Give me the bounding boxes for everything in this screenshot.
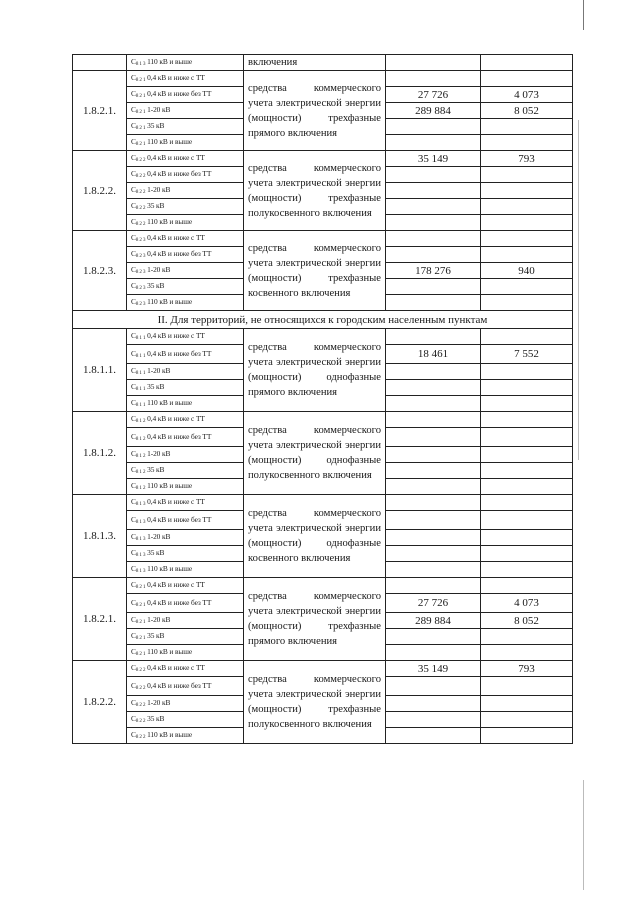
value-cell (386, 279, 481, 295)
value-cell (481, 412, 573, 428)
tariff-subscript: 8 1 2 (135, 419, 146, 425)
tariff-subscript: 8 2 2 (135, 685, 146, 691)
tariff-subscript: 8 2 3 (135, 254, 146, 260)
value-cell (481, 629, 573, 645)
value-cell (386, 712, 481, 728)
value-cell (481, 562, 573, 578)
tariff-symbol: C (131, 331, 136, 341)
item-number: 1.8.1.2. (73, 412, 127, 495)
item-number: 1.8.2.3. (73, 231, 127, 311)
value-cell (481, 728, 573, 744)
tariff-cell (127, 546, 244, 562)
description-cell: средства коммерческого учета электрической энергии (мощности) трехфазные косвенного включения (244, 231, 386, 311)
tariff-cell (127, 87, 244, 103)
value-cell (481, 396, 573, 412)
tariff-subscript: 8 2 2 (135, 158, 146, 164)
tariff-symbol: C (131, 631, 136, 641)
tariff-cell (127, 428, 244, 447)
value-cell: 4 073 (481, 594, 573, 613)
value-cell (481, 696, 573, 712)
tariff-symbol: C (131, 297, 136, 307)
tariff-symbol: C (131, 217, 136, 227)
tariff-subscript: 8 2 1 (135, 126, 146, 132)
tariff-subscript: 8 1 1 (135, 387, 146, 393)
value-cell: 793 (481, 151, 573, 167)
value-cell (481, 712, 573, 728)
tariff-subscript: 8 2 2 (135, 222, 146, 228)
tariff-subscript: 8 2 3 (135, 270, 146, 276)
tariff-cell (127, 55, 244, 71)
tariff-table-body (73, 55, 573, 744)
tariff-subscript: 8 2 2 (135, 735, 146, 741)
tariff-subscript: 8 2 1 (135, 602, 146, 608)
value-cell: 27 726 (386, 594, 481, 613)
tariff-cell (127, 247, 244, 263)
tariff-symbol: C (131, 580, 136, 590)
value-cell: 18 461 (386, 345, 481, 364)
tariff-symbol: C (131, 153, 136, 163)
value-cell (386, 380, 481, 396)
value-cell (481, 495, 573, 511)
item-number: 1.8.2.1. (73, 71, 127, 151)
tariff-cell (127, 364, 244, 380)
value-cell: 4 073 (481, 87, 573, 103)
tariff-subscript: 8 2 3 (135, 286, 146, 292)
value-cell (386, 463, 481, 479)
tariff-cell (127, 183, 244, 199)
tariff-cell (127, 613, 244, 629)
table-row (73, 151, 573, 167)
value-cell (386, 231, 481, 247)
value-cell (481, 71, 573, 87)
value-cell (481, 645, 573, 661)
tariff-symbol: C (131, 481, 136, 491)
description-cell: средства коммерческого учета электрической энергии (мощности) трехфазные прямого включения (244, 578, 386, 661)
value-cell (481, 479, 573, 495)
value-cell (481, 247, 573, 263)
tariff-cell (127, 279, 244, 295)
tariff-subscript: 8 2 1 (135, 110, 146, 116)
value-cell (386, 247, 481, 263)
value-cell: 289 884 (386, 613, 481, 629)
tariff-label: 35 кВ (147, 548, 165, 558)
table-row (73, 231, 573, 247)
tariff-label: 35 кВ (147, 631, 165, 641)
tariff-label: 1-20 кВ (147, 449, 171, 459)
tariff-subscript: 8 2 2 (135, 190, 146, 196)
value-cell (481, 364, 573, 380)
tariff-subscript: 8 1 2 (135, 470, 146, 476)
tariff-label: 35 кВ (147, 714, 165, 724)
tariff-cell (127, 495, 244, 511)
value-cell (386, 578, 481, 594)
value-cell: 940 (481, 263, 573, 279)
tariff-cell (127, 712, 244, 728)
tariff-label: 0,4 кВ и ниже без ТТ (147, 431, 212, 441)
value-cell (481, 677, 573, 696)
tariff-cell (127, 71, 244, 87)
tariff-subscript: 8 1 2 (135, 454, 146, 460)
value-cell (481, 463, 573, 479)
tariff-table (72, 54, 573, 744)
tariff-symbol: C (131, 265, 136, 275)
value-cell (481, 231, 573, 247)
description-cell: средства коммерческого учета электрической энергии (мощности) однофазные прямого включения (244, 329, 386, 412)
tariff-symbol: C (131, 730, 136, 740)
tariff-label: 1-20 кВ (147, 366, 171, 376)
value-cell (481, 135, 573, 151)
tariff-label: 0,4 кВ и ниже без ТТ (147, 514, 212, 524)
value-cell: 35 149 (386, 661, 481, 677)
value-cell (386, 495, 481, 511)
item-number: 1.8.1.3. (73, 495, 127, 578)
value-cell (386, 55, 481, 71)
tariff-cell (127, 696, 244, 712)
tariff-symbol: C (131, 121, 136, 131)
tariff-label: 110 кВ и выше (147, 481, 193, 491)
table-row (73, 578, 573, 594)
value-cell (386, 447, 481, 463)
tariff-subscript: 8 2 3 (135, 302, 146, 308)
tariff-subscript: 8 1 3 (135, 502, 146, 508)
value-cell (481, 55, 573, 71)
tariff-subscript: 8 1 2 (135, 436, 146, 442)
tariff-subscript: 8 1 3 (135, 569, 146, 575)
value-cell (481, 511, 573, 530)
item-number: 1.8.2.2. (73, 151, 127, 231)
tariff-label: 110 кВ и выше (147, 730, 193, 740)
value-cell (386, 412, 481, 428)
tariff-symbol: C (131, 597, 136, 607)
tariff-symbol: C (131, 105, 136, 115)
tariff-cell (127, 295, 244, 311)
value-cell (481, 447, 573, 463)
tariff-subscript: 8 1 2 (135, 486, 146, 492)
table-row (73, 329, 573, 345)
tariff-cell (127, 103, 244, 119)
tariff-subscript: 8 2 2 (135, 174, 146, 180)
value-cell (481, 199, 573, 215)
tariff-label: 110 кВ и выше (147, 297, 193, 307)
tariff-label: 0,4 кВ и ниже с ТТ (147, 663, 205, 673)
tariff-symbol: C (131, 714, 136, 724)
description-cell: средства коммерческого учета электрической энергии (мощности) трехфазные полукосвенного включения (244, 661, 386, 744)
tariff-label: 0,4 кВ и ниже с ТТ (147, 153, 205, 163)
value-cell (386, 183, 481, 199)
value-cell: 289 884 (386, 103, 481, 119)
value-cell (386, 167, 481, 183)
value-cell (386, 530, 481, 546)
tariff-cell (127, 231, 244, 247)
tariff-cell (127, 151, 244, 167)
tariff-label: 0,4 кВ и ниже без ТТ (147, 89, 212, 99)
tariff-symbol: C (131, 698, 136, 708)
tariff-subscript: 8 2 1 (135, 142, 146, 148)
table-row (73, 55, 573, 71)
value-cell (386, 364, 481, 380)
tariff-symbol: C (131, 663, 136, 673)
tariff-symbol: C (131, 465, 136, 475)
tariff-label: 0,4 кВ и ниже с ТТ (147, 580, 205, 590)
value-cell: 27 726 (386, 87, 481, 103)
description-cell: средства коммерческого учета электрической энергии (мощности) однофазные косвенного включения (244, 495, 386, 578)
tariff-subscript: 8 1 3 (135, 537, 146, 543)
tariff-cell (127, 677, 244, 696)
description-cell: средства коммерческого учета электрической энергии (мощности) трехфазные прямого включения (244, 71, 386, 151)
value-cell (386, 511, 481, 530)
tariff-symbol: C (131, 89, 136, 99)
tariff-symbol: C (131, 615, 136, 625)
tariff-cell (127, 645, 244, 661)
tariff-cell (127, 119, 244, 135)
tariff-label: 110 кВ и выше (147, 137, 193, 147)
tariff-subscript: 8 1 3 (135, 62, 146, 68)
value-cell: 178 276 (386, 263, 481, 279)
tariff-subscript: 8 2 3 (135, 238, 146, 244)
tariff-symbol: C (131, 497, 136, 507)
tariff-label: 0,4 кВ и ниже без ТТ (147, 169, 212, 179)
tariff-subscript: 8 2 2 (135, 668, 146, 674)
tariff-symbol: C (131, 398, 136, 408)
item-number: 1.8.2.1. (73, 578, 127, 661)
value-cell (481, 119, 573, 135)
table-row (73, 412, 573, 428)
value-cell (386, 396, 481, 412)
tariff-symbol: C (131, 137, 136, 147)
value-cell (386, 696, 481, 712)
tariff-label: 0,4 кВ и ниже с ТТ (147, 497, 205, 507)
tariff-symbol: C (131, 532, 136, 542)
tariff-cell (127, 661, 244, 677)
tariff-cell (127, 167, 244, 183)
description-cell: средства коммерческого учета электрической энергии (мощности) трехфазные полукосвенного включения (244, 151, 386, 231)
tariff-label: 110 кВ и выше (147, 564, 193, 574)
tariff-subscript: 8 2 2 (135, 206, 146, 212)
tariff-symbol: C (131, 647, 136, 657)
tariff-label: 35 кВ (147, 281, 165, 291)
tariff-cell (127, 562, 244, 578)
description-cell: средства коммерческого учета электрической энергии (мощности) однофазные полукосвенного включения (244, 412, 386, 495)
tariff-cell (127, 345, 244, 364)
value-cell (481, 428, 573, 447)
value-cell (481, 578, 573, 594)
tariff-label: 0,4 кВ и ниже с ТТ (147, 233, 205, 243)
tariff-symbol: C (131, 449, 136, 459)
tariff-cell (127, 479, 244, 495)
value-cell (481, 183, 573, 199)
tariff-symbol: C (131, 73, 136, 83)
item-number-cell (73, 55, 127, 71)
section-header: II. Для территорий, не относящихся к городским населенным пунктам (73, 311, 573, 329)
value-cell (386, 645, 481, 661)
tariff-cell (127, 594, 244, 613)
tariff-cell (127, 215, 244, 231)
tariff-symbol: C (131, 233, 136, 243)
value-cell (386, 215, 481, 231)
tariff-symbol: C (131, 414, 136, 424)
section-header-row (73, 311, 573, 329)
tariff-cell (127, 511, 244, 530)
value-cell (481, 329, 573, 345)
value-cell (386, 119, 481, 135)
tariff-cell (127, 329, 244, 345)
value-cell (386, 295, 481, 311)
tariff-label: 0,4 кВ и ниже с ТТ (147, 73, 205, 83)
tariff-label: 0,4 кВ и ниже без ТТ (147, 680, 212, 690)
value-cell (386, 199, 481, 215)
table-row (73, 661, 573, 677)
tariff-subscript: 8 2 1 (135, 585, 146, 591)
tariff-cell (127, 463, 244, 479)
tariff-label: 1-20 кВ (147, 698, 171, 708)
tariff-label: 0,4 кВ и ниже с ТТ (147, 331, 205, 341)
tariff-symbol: C (131, 514, 136, 524)
value-cell (481, 215, 573, 231)
tariff-subscript: 8 2 1 (135, 636, 146, 642)
tariff-subscript: 8 1 1 (135, 403, 146, 409)
item-number: 1.8.1.1. (73, 329, 127, 412)
tariff-symbol: C (131, 185, 136, 195)
value-cell: 8 052 (481, 103, 573, 119)
tariff-symbol: C (131, 57, 136, 67)
tariff-label: 35 кВ (147, 382, 165, 392)
tariff-label: 0,4 кВ и ниже без ТТ (147, 597, 212, 607)
tariff-subscript: 8 2 1 (135, 78, 146, 84)
description-cell: включения (244, 55, 386, 71)
tariff-label: 0,4 кВ и ниже с ТТ (147, 414, 205, 424)
tariff-symbol: C (131, 548, 136, 558)
scan-edge-line (583, 780, 584, 890)
tariff-cell (127, 629, 244, 645)
tariff-label: 1-20 кВ (147, 532, 171, 542)
table-row (73, 71, 573, 87)
value-cell (481, 546, 573, 562)
tariff-label: 110 кВ и выше (147, 398, 193, 408)
value-cell (386, 329, 481, 345)
table-row (73, 495, 573, 511)
tariff-subscript: 8 2 2 (135, 703, 146, 709)
tariff-subscript: 8 2 1 (135, 94, 146, 100)
value-cell (481, 295, 573, 311)
scan-edge-line (583, 0, 584, 30)
tariff-symbol: C (131, 680, 136, 690)
tariff-cell (127, 578, 244, 594)
tariff-cell (127, 728, 244, 744)
tariff-symbol: C (131, 382, 136, 392)
value-cell (481, 279, 573, 295)
tariff-label: 0,4 кВ и ниже без ТТ (147, 249, 212, 259)
tariff-cell (127, 380, 244, 396)
value-cell (481, 530, 573, 546)
value-cell (481, 380, 573, 396)
value-cell (481, 167, 573, 183)
tariff-label: 0,4 кВ и ниже без ТТ (147, 348, 212, 358)
value-cell (386, 479, 481, 495)
tariff-symbol: C (131, 431, 136, 441)
value-cell (386, 71, 481, 87)
value-cell (386, 428, 481, 447)
tariff-cell (127, 530, 244, 546)
tariff-label: 35 кВ (147, 465, 165, 475)
tariff-label: 1-20 кВ (147, 265, 171, 275)
tariff-subscript: 8 1 1 (135, 353, 146, 359)
tariff-symbol: C (131, 201, 136, 211)
tariff-label: 35 кВ (147, 201, 165, 211)
tariff-subscript: 8 2 1 (135, 620, 146, 626)
tariff-label: 1-20 кВ (147, 105, 171, 115)
tariff-label: 1-20 кВ (147, 615, 171, 625)
tariff-cell (127, 412, 244, 428)
tariff-cell (127, 135, 244, 151)
value-cell (386, 629, 481, 645)
value-cell (386, 562, 481, 578)
scan-edge-line (578, 120, 579, 460)
value-cell (386, 546, 481, 562)
value-cell (386, 728, 481, 744)
tariff-symbol: C (131, 169, 136, 179)
value-cell: 8 052 (481, 613, 573, 629)
tariff-symbol: C (131, 348, 136, 358)
tariff-label: 1-20 кВ (147, 185, 171, 195)
tariff-subscript: 8 1 1 (135, 371, 146, 377)
tariff-symbol: C (131, 366, 136, 376)
value-cell (386, 135, 481, 151)
item-number: 1.8.2.2. (73, 661, 127, 744)
tariff-symbol: C (131, 564, 136, 574)
value-cell: 35 149 (386, 151, 481, 167)
tariff-subscript: 8 1 3 (135, 519, 146, 525)
tariff-subscript: 8 1 1 (135, 336, 146, 342)
tariff-label: 110 кВ и выше (147, 217, 193, 227)
tariff-symbol: C (131, 281, 136, 291)
tariff-label: 35 кВ (147, 121, 165, 131)
tariff-subscript: 8 2 1 (135, 652, 146, 658)
tariff-label: 110 кВ и выше (147, 647, 193, 657)
tariff-cell (127, 263, 244, 279)
value-cell (386, 677, 481, 696)
tariff-cell (127, 447, 244, 463)
value-cell: 7 552 (481, 345, 573, 364)
tariff-subscript: 8 1 3 (135, 553, 146, 559)
tariff-symbol: C (131, 249, 136, 259)
tariff-subscript: 8 2 2 (135, 719, 146, 725)
tariff-cell (127, 199, 244, 215)
tariff-cell (127, 396, 244, 412)
tariff-label: 110 кВ и выше (147, 57, 193, 67)
value-cell: 793 (481, 661, 573, 677)
